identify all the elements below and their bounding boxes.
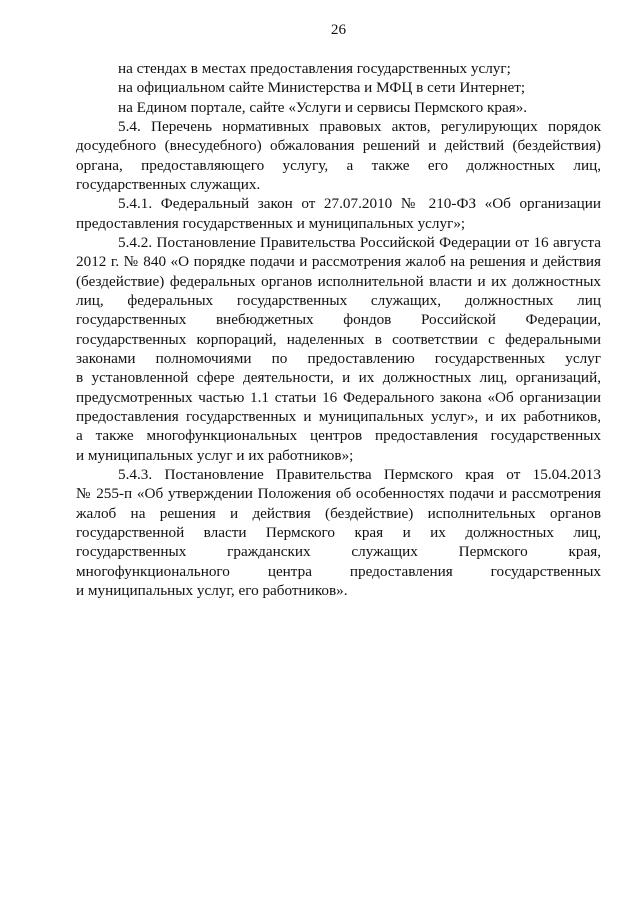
list-item-unified-portal <box>76 98 601 117</box>
text-line: и муниципальных услуг и их работников»; <box>76 446 354 464</box>
text-line: государственных гражданских служащих Пермского края, <box>76 543 601 561</box>
text-line: государственных служащих. <box>76 175 261 193</box>
section-5-4-1 <box>76 194 601 233</box>
document-body <box>76 59 601 600</box>
text-line: 5.4.2. Постановление Правительства Российской Федерации от 16 августа <box>118 233 601 251</box>
text-line: жалоб на решения и действия (бездействие) исполнительных органов <box>76 504 601 522</box>
text-line: на официальном сайте Министерства и МФЦ в сети Интернет; <box>118 79 526 97</box>
list-item-stands <box>76 59 601 78</box>
text-line: (бездействие) федеральных органов исполнительной власти и их должностных <box>76 272 601 290</box>
text-line: 2012 г. № 840 «О порядке подачи и рассмотрения жалоб на решения и действия <box>76 253 601 271</box>
text-line: 5.4. Перечень нормативных правовых актов, регулирующих порядок <box>118 117 601 135</box>
text-line: на стендах в местах предоставления государственных услуг; <box>118 60 511 77</box>
text-line: органа, предоставляющего услугу, а также его должностных лиц, <box>76 156 601 174</box>
section-5-4 <box>76 117 601 194</box>
text-line: 5.4.1. Федеральный закон от 27.07.2010 № 210-ФЗ «Об организации <box>118 195 601 213</box>
text-line: предоставления государственных и муниципальных услуг»; <box>76 214 466 232</box>
section-5-4-2 <box>76 233 601 465</box>
text-line: а также многофункциональных центров предоставления государственных <box>76 427 601 445</box>
text-line: государственных корпораций, наделенных в соответствии с федеральными <box>76 330 601 348</box>
page-number: 26 <box>330 21 347 38</box>
text-line: № 255-п «Об утверждении Положения об особенностях подачи и рассмотрения <box>76 485 601 503</box>
text-line: 5.4.3. Постановление Правительства Пермского края от 15.04.2013 <box>118 465 601 483</box>
text-line: государственных внебюджетных фондов Российской Федерации, <box>76 311 601 329</box>
text-line: досудебного (внесудебного) обжалования решений и действий (бездействия) <box>76 137 601 155</box>
text-line: предусмотренных частью 1.1 статьи 16 Федерального закона «Об организации <box>76 388 601 406</box>
text-line: государственной власти Пермского края и их должностных лиц, <box>76 523 601 541</box>
text-line: на Едином портале, сайте «Услуги и сервисы Пермского края». <box>118 98 528 116</box>
text-line: предоставления государственных и муниципальных услуг», и их работников, <box>76 407 601 425</box>
section-5-4-3 <box>76 465 601 600</box>
text-line: законами полномочиями по предоставлению государственных услуг <box>76 349 601 367</box>
text-line: в установленной сфере деятельности, и их должностных лиц, организаций, <box>76 369 601 387</box>
text-line: и муниципальных услуг, его работников». <box>76 581 348 599</box>
text-line: лиц, федеральных государственных служащих, должностных лиц <box>76 291 601 309</box>
text-line: многофункционального центра предоставления государственных <box>76 562 601 580</box>
list-item-official-site <box>76 78 601 97</box>
